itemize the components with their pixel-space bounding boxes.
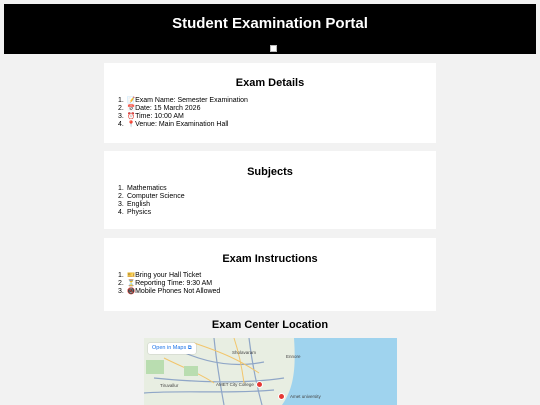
- instructions-list: [118, 272, 220, 296]
- alarm-clock-icon: ⏰: [127, 113, 136, 120]
- list-item: 3. 📵Mobile Phones Not Allowed: [118, 288, 221, 295]
- hourglass-icon: ⏳: [127, 280, 136, 287]
- list-item: 3. English: [118, 201, 150, 208]
- list-item: 4. Physics: [118, 209, 152, 216]
- map-label: AMET City College: [216, 382, 254, 387]
- open-in-maps-link[interactable]: Open in Maps ⧉: [148, 343, 196, 354]
- location-heading: Exam Center Location: [211, 319, 329, 331]
- list-item: 2. 📅Date: 15 March 2026: [118, 105, 201, 112]
- map-label: Ennore: [286, 354, 301, 359]
- exam-details-card: [104, 63, 436, 143]
- list-item: 1. 📝Exam Name: Semester Examination: [118, 97, 248, 104]
- exam-center-map[interactable]: [144, 338, 397, 405]
- subjects-list: [118, 185, 185, 217]
- subjects-heading: Subjects: [247, 166, 293, 178]
- map-label: Amet university: [290, 394, 321, 399]
- memo-icon: 📝: [127, 97, 136, 104]
- page-header: [4, 4, 536, 54]
- calendar-icon: 📅: [127, 105, 136, 112]
- list-item: 4. 📍Venue: Main Examination Hall: [118, 121, 229, 128]
- map-label: Sholavaram: [232, 350, 257, 355]
- map-label: Tiruvallur: [160, 383, 179, 388]
- page-title: Student Examination Portal: [172, 15, 368, 32]
- exam-details-heading: Exam Details: [235, 77, 305, 89]
- map-marker-icon[interactable]: [256, 381, 263, 388]
- list-item: 2. ⏳Reporting Time: 9:30 AM: [118, 280, 213, 287]
- broken-image-icon: [270, 45, 277, 52]
- map-marker-icon[interactable]: [278, 393, 285, 400]
- external-link-icon: ⧉: [187, 345, 192, 351]
- list-item: 3. ⏰Time: 10:00 AM: [118, 113, 184, 120]
- pin-icon: 📍: [127, 121, 136, 128]
- subjects-card: [104, 151, 436, 229]
- ticket-icon: 🎫: [127, 272, 136, 279]
- no-mobile-icon: 📵: [127, 288, 136, 295]
- list-item: 1. Mathematics: [118, 185, 167, 192]
- instructions-card: [104, 238, 436, 311]
- instructions-heading: Exam Instructions: [222, 253, 318, 265]
- list-item: 2. Computer Science: [118, 193, 185, 200]
- list-item: 1. 🎫Bring your Hall Ticket: [118, 272, 202, 279]
- exam-details-list: [118, 97, 248, 129]
